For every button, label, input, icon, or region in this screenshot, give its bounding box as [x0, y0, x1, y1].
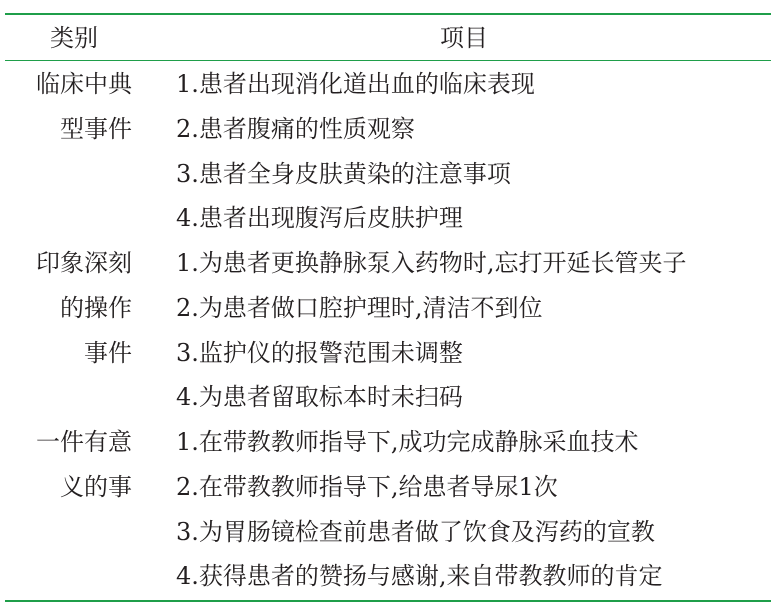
table-header-rule — [5, 60, 771, 61]
category-cell: 的操作 — [60, 294, 132, 322]
category-cell: 事件 — [84, 339, 132, 367]
item-cell: 4.为患者留取标本时未扫码 — [176, 383, 463, 411]
header-item: 项目 — [440, 24, 488, 52]
category-cell: 义的事 — [60, 473, 132, 501]
item-cell: 4.患者出现腹泻后皮肤护理 — [176, 204, 463, 232]
item-cell: 2.在带教教师指导下,给患者导尿1次 — [176, 473, 558, 501]
item-cell: 1.在带教教师指导下,成功完成静脉采血技术 — [176, 428, 639, 456]
item-cell: 3.监护仪的报警范围未调整 — [176, 339, 463, 367]
item-cell: 1.为患者更换静脉泵入药物时,忘打开延长管夹子 — [176, 249, 687, 277]
header-category: 类别 — [50, 24, 98, 52]
item-cell: 3.为胃肠镜检查前患者做了饮食及泻药的宣教 — [176, 518, 655, 546]
table-top-rule — [5, 13, 771, 15]
category-cell: 印象深刻 — [36, 249, 132, 277]
category-cell: 临床中典 — [36, 70, 132, 98]
category-cell: 一件有意 — [36, 428, 132, 456]
item-cell: 1.患者出现消化道出血的临床表现 — [176, 70, 535, 98]
table-bottom-rule — [5, 600, 771, 602]
item-cell: 3.患者全身皮肤黄染的注意事项 — [176, 160, 511, 188]
item-cell: 2.为患者做口腔护理时,清洁不到位 — [176, 294, 543, 322]
item-cell: 2.患者腹痛的性质观察 — [176, 115, 415, 143]
category-cell: 型事件 — [60, 115, 132, 143]
item-cell: 4.获得患者的赞扬与感谢,来自带教教师的肯定 — [176, 562, 663, 590]
